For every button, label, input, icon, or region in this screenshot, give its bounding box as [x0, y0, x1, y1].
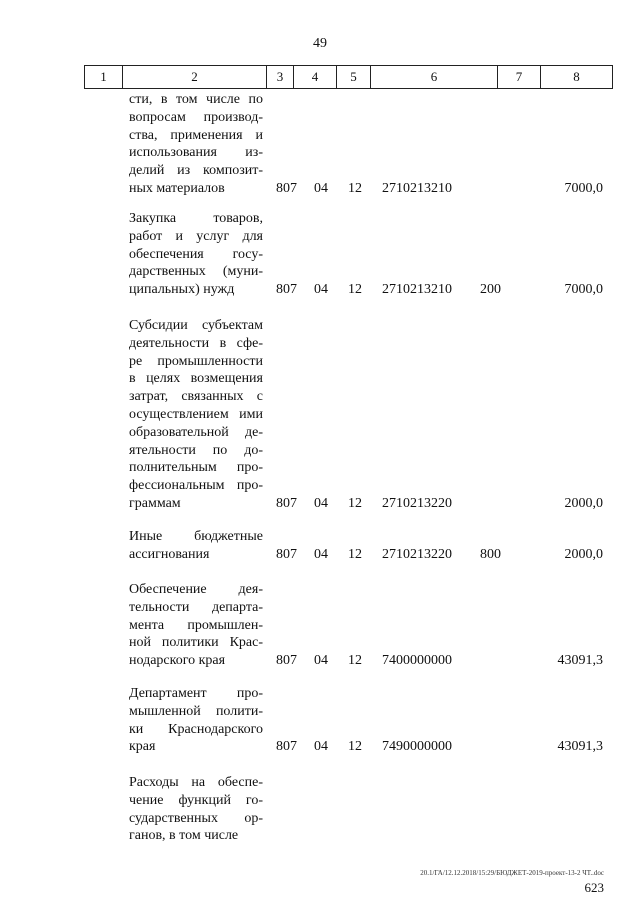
description-line: в целях возмещения [129, 371, 263, 387]
row-description [129, 581, 263, 670]
description-line: нодарского края [129, 653, 226, 669]
row-description [129, 317, 263, 513]
description-line: ных материалов [129, 180, 225, 196]
target-article-cell: 2710213210 [382, 282, 452, 298]
row-description [129, 528, 263, 564]
description-line: Расходы на обеспе- [129, 775, 263, 790]
description-line: ре промышленности [129, 353, 263, 369]
header-col-8: 8 [573, 69, 580, 84]
header-col-1: 1 [85, 66, 123, 88]
admin-code-cell: 807 [276, 282, 297, 298]
amount-cell: 2000,0 [564, 546, 603, 562]
header-col-3: 3 [267, 66, 294, 88]
row-description [129, 210, 263, 299]
description-line: ятельности по до- [129, 442, 263, 458]
footer-page-number: 623 [584, 880, 604, 895]
header-col-6: 6 [371, 66, 498, 88]
description-line: ципальных) нужд [129, 282, 235, 298]
subsection-cell: 12 [348, 546, 362, 562]
section-cell: 04 [314, 496, 328, 511]
description-line: деятельности в сфе- [129, 335, 263, 351]
target-article-cell: 7400000000 [382, 653, 452, 669]
amount-cell: 2000,0 [564, 496, 603, 511]
amount-cell: 7000,0 [564, 282, 603, 298]
admin-code-cell: 807 [276, 546, 297, 562]
description-line: мента промышлен- [129, 617, 263, 633]
description-line: тельности департа- [129, 599, 263, 615]
header-col-2: 2 [123, 66, 267, 88]
subsection-cell: 12 [348, 282, 362, 298]
description-line: края [129, 739, 156, 755]
description-line: ганов, в том числе [129, 828, 239, 844]
expense-type-cell: 200 [480, 282, 501, 298]
admin-code-cell: 807 [276, 496, 297, 511]
subsection-cell: 12 [348, 739, 362, 755]
footer-file-reference: 20.1/ГА/12.12.2018/15:29/БЮДЖЕТ-2019-проект-13-2 ЧТ..doc [420, 869, 604, 877]
description-line: обеспечения госу- [129, 246, 263, 262]
description-line: Субсидии субъектам [129, 318, 263, 333]
description-line: мышленной полити- [129, 703, 263, 719]
amount-cell: 43091,3 [557, 653, 603, 669]
section-cell: 04 [314, 546, 328, 562]
description-line: затрат, связанных с [129, 389, 263, 405]
description-line: ассигнования [129, 546, 210, 562]
description-line: дарственных (муни- [129, 264, 263, 280]
description-line: Департамент про- [129, 686, 263, 701]
section-cell: 04 [314, 181, 328, 196]
description-line: чение функций го- [129, 792, 263, 808]
target-article-cell: 2710213210 [382, 181, 452, 196]
target-article-cell: 2710213220 [382, 546, 452, 562]
amount-cell: 43091,3 [557, 739, 603, 755]
description-line: ства, применения и [129, 127, 263, 143]
description-line: граммам [129, 495, 181, 511]
description-line: Закупка товаров, [129, 211, 263, 226]
description-line: вопросам производ- [129, 109, 263, 125]
description-line: ной политики Крас- [129, 635, 263, 651]
description-line: фессиональным про- [129, 478, 263, 494]
section-cell: 04 [314, 653, 328, 669]
admin-code-cell: 807 [276, 181, 297, 196]
row-description [129, 685, 263, 756]
admin-code-cell: 807 [276, 739, 297, 755]
description-line: работ и услуг для [129, 228, 263, 244]
amount-cell: 7000,0 [564, 181, 603, 196]
description-line: ки Краснодарского [129, 721, 263, 737]
description-line: осуществлением ими [129, 406, 263, 422]
header-col-5: 5 [337, 66, 371, 88]
description-line: делий из композит- [129, 163, 263, 179]
row-description [129, 91, 263, 198]
subsection-cell: 12 [348, 181, 362, 196]
description-line: полнительным про- [129, 460, 263, 476]
page-number: 49 [313, 36, 327, 51]
admin-code-cell: 807 [276, 653, 297, 669]
section-cell: 04 [314, 282, 328, 298]
section-cell: 04 [314, 739, 328, 755]
table-header [84, 65, 613, 89]
target-article-cell: 2710213220 [382, 496, 452, 511]
expense-type-cell: 800 [480, 546, 501, 562]
description-line: сударственных ор- [129, 810, 263, 826]
description-line: сти, в том числе по [129, 92, 263, 107]
subsection-cell: 12 [348, 496, 362, 511]
description-line: Обеспечение дея- [129, 582, 263, 597]
description-line: образовательной де- [129, 424, 263, 440]
subsection-cell: 12 [348, 653, 362, 669]
header-col-7: 7 [498, 66, 541, 88]
header-col-4: 4 [294, 66, 337, 88]
row-description [129, 774, 263, 845]
target-article-cell: 7490000000 [382, 739, 452, 755]
description-line: использования из- [129, 145, 263, 161]
description-line: Иные бюджетные [129, 529, 263, 544]
